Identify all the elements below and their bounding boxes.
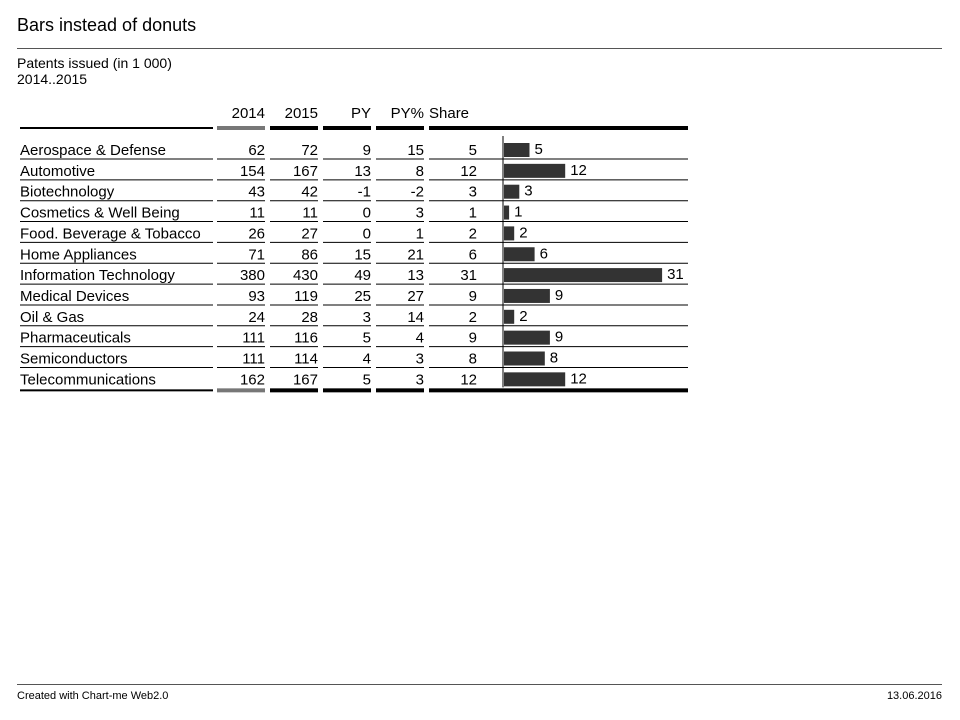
cell-pyp: 4	[415, 329, 424, 347]
cell-py: 5	[362, 371, 371, 389]
cell-pyp: 8	[415, 162, 424, 180]
cell-v2014: 11	[249, 204, 265, 222]
cell-v2015: 167	[292, 371, 318, 389]
cell-v2014: 93	[248, 287, 265, 305]
cell-share: 6	[468, 246, 477, 264]
share-bar-label: 12	[570, 161, 587, 179]
footer-date: 13.06.2016	[886, 690, 942, 702]
cell-share: 8	[468, 350, 477, 368]
bottom-rule-share	[429, 388, 688, 392]
cell-v2014: 111	[242, 329, 265, 347]
share-bar-label: 5	[534, 141, 543, 158]
cell-py: -1	[357, 183, 371, 201]
header-rule-py-pct	[376, 126, 424, 130]
share-bar-label: 9	[554, 328, 564, 346]
cell-v2015: 116	[294, 329, 318, 347]
cell-v2014: 154	[239, 162, 265, 180]
page-title: Bars instead of donuts	[17, 15, 197, 35]
bottom-rule-2014	[217, 388, 265, 392]
cell-py: 49	[354, 267, 371, 285]
row-label: Cosmetics & Well Being	[20, 204, 180, 222]
share-bar-label: 8	[549, 349, 559, 367]
share-bar-label: 2	[519, 307, 528, 325]
cell-v2015: 119	[294, 287, 318, 305]
cell-py: 25	[354, 287, 371, 305]
share-bar	[504, 372, 565, 386]
cell-pyp: -2	[410, 183, 424, 201]
cell-share: 2	[468, 225, 477, 243]
cell-v2015: 11	[302, 204, 318, 222]
row-label: Aerospace & Defense	[20, 142, 166, 159]
share-bar	[504, 226, 514, 240]
row-label: Oil & Gas	[20, 308, 85, 326]
cell-v2014: 162	[239, 371, 265, 389]
share-bar	[504, 268, 662, 282]
cell-share: 9	[468, 329, 477, 347]
share-bar-label: 3	[524, 182, 533, 200]
share-bar	[504, 164, 565, 178]
row-label: Semiconductors	[20, 350, 128, 368]
cell-share: 31	[460, 267, 477, 285]
cell-v2015: 72	[301, 142, 318, 159]
share-bar	[504, 185, 519, 199]
row-label: Biotechnology	[20, 183, 115, 201]
cell-pyp: 3	[415, 204, 424, 222]
cell-pyp: 13	[407, 267, 424, 285]
cell-v2015: 86	[301, 246, 318, 264]
cell-pyp: 3	[415, 371, 424, 389]
header-rule-share	[429, 126, 688, 130]
cell-v2014: 111	[242, 350, 265, 368]
row-label: Food. Beverage & Tobacco	[20, 225, 201, 243]
share-bar	[504, 310, 514, 324]
label-bottom-rule	[20, 389, 213, 391]
cell-share: 1	[468, 204, 477, 222]
share-bar-label: 2	[519, 224, 528, 242]
cell-v2014: 43	[248, 183, 265, 201]
cell-v2015: 28	[301, 308, 318, 326]
cell-v2015: 430	[292, 267, 318, 285]
cell-py: 9	[362, 142, 371, 159]
cell-share: 3	[468, 183, 477, 201]
cell-pyp: 1	[415, 225, 424, 243]
row-label: Pharmaceuticals	[20, 329, 131, 347]
cell-py: 5	[362, 329, 371, 347]
share-bar	[504, 247, 535, 261]
bottom-rule-2015	[270, 388, 318, 392]
cell-v2014: 26	[248, 225, 265, 243]
row-label: Information Technology	[20, 267, 175, 285]
share-bar-label: 1	[514, 203, 523, 221]
cell-v2014: 71	[248, 246, 265, 264]
bottom-rule-py	[323, 388, 371, 392]
cell-py: 0	[362, 204, 371, 222]
cell-v2015: 167	[292, 162, 318, 180]
cell-py: 15	[354, 246, 371, 264]
row-label: Automotive	[20, 162, 96, 180]
row-label: Medical Devices	[20, 287, 130, 305]
cell-share: 12	[460, 162, 477, 180]
cell-v2014: 380	[239, 267, 265, 285]
column-header-py: PY	[350, 105, 371, 122]
cell-pyp: 27	[407, 287, 424, 305]
cell-py: 0	[362, 225, 371, 243]
row-label: Telecommunications	[20, 371, 156, 389]
cell-pyp: 21	[407, 246, 424, 264]
share-bar	[504, 331, 550, 345]
cell-v2015: 27	[301, 225, 318, 243]
cell-v2014: 24	[248, 308, 265, 326]
share-bar	[504, 352, 545, 366]
cell-pyp: 15	[407, 142, 424, 159]
cell-share: 2	[468, 308, 477, 326]
cell-pyp: 14	[407, 308, 424, 326]
cell-share: 5	[468, 142, 477, 159]
footer-divider	[17, 684, 942, 685]
cell-v2015: 114	[294, 350, 318, 368]
bottom-rule-py-pct	[376, 388, 424, 392]
share-bar-label: 9	[554, 286, 564, 304]
share-bar	[504, 143, 530, 157]
share-bar-label: 31	[667, 266, 684, 284]
cell-v2014: 62	[248, 142, 265, 159]
header-rule-2014	[217, 126, 265, 130]
cell-share: 12	[460, 371, 477, 389]
cell-py: 4	[362, 350, 371, 368]
header-rule-2015	[270, 126, 318, 130]
label-header-rule	[20, 127, 213, 129]
cell-py: 13	[354, 162, 371, 180]
column-header-share: Share	[429, 105, 470, 122]
cell-share: 9	[468, 287, 477, 305]
share-bar-label: 12	[570, 370, 587, 388]
column-header-2014: 2014	[231, 105, 265, 122]
share-bar	[504, 289, 550, 303]
share-bar-label: 6	[539, 245, 548, 263]
cell-v2015: 42	[301, 183, 318, 201]
subtitle-period: 2014..2015	[17, 71, 88, 87]
column-header-2015: 2015	[284, 105, 318, 122]
header-rule-py	[323, 126, 371, 130]
cell-pyp: 3	[415, 350, 424, 368]
footer-credit: Created with Chart-me Web2.0	[17, 690, 169, 702]
share-bar	[504, 206, 509, 220]
subtitle-measure: Patents issued (in 1 000)	[17, 55, 172, 71]
cell-py: 3	[362, 308, 371, 326]
column-header-py-pct: PY%	[390, 105, 424, 122]
row-label: Home Appliances	[20, 246, 137, 264]
